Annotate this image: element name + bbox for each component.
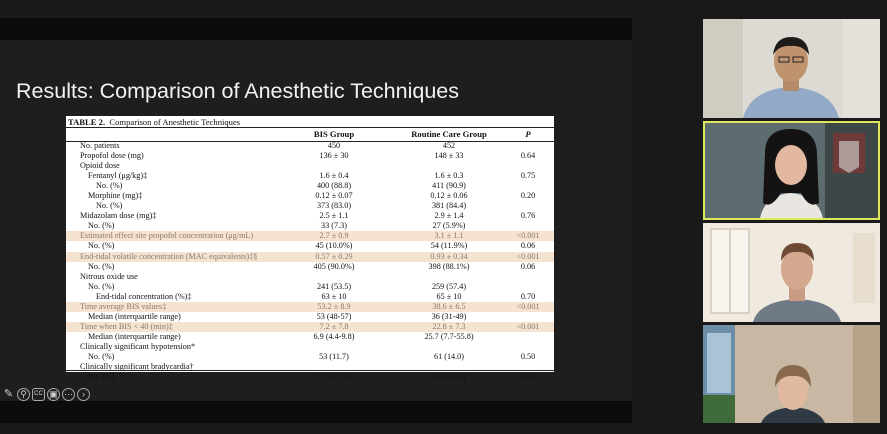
row-routine-care-value: 61 (14.0) — [433, 351, 464, 361]
participant-1-image — [703, 19, 880, 118]
table-row — [66, 231, 554, 241]
row-bis-value: 45 (10.0%) — [315, 241, 353, 251]
row-bis-value: 33 (7.3) — [321, 221, 347, 231]
row-p-value: 0.50 — [520, 351, 536, 361]
participant-video-1[interactable] — [703, 19, 880, 118]
row-routine-care-value: 1.6 ± 0.3 — [434, 171, 464, 181]
row-label: No. (%) — [88, 221, 115, 231]
row-p-value: 0.70 — [520, 291, 536, 301]
participant-2-image — [705, 123, 878, 218]
table-row — [66, 201, 554, 211]
row-routine-care-value: 2.9 ± 1.4 — [434, 211, 464, 221]
table-row — [66, 151, 554, 161]
row-p-value: <0.001 — [516, 231, 540, 241]
table-row — [66, 181, 554, 191]
row-routine-care-value: 54 (11.9%) — [430, 241, 468, 251]
row-bis-value: 0.12 ± 0.07 — [315, 191, 353, 201]
row-label: Nitrous oxide use — [80, 271, 138, 281]
row-label: Clinically significant hypotension* — [80, 341, 196, 351]
table-row — [66, 262, 554, 272]
presentation-toolbar — [2, 384, 90, 404]
table-row — [66, 322, 554, 332]
row-bis-value: 53 (48-57) — [316, 311, 352, 321]
row-p-value: <0.001 — [516, 321, 540, 331]
row-p-value: 0.75 — [520, 171, 536, 181]
header-routine-care-group: Routine Care Group — [411, 129, 487, 139]
row-label: Median (interquartile range) — [88, 311, 181, 321]
slide-bottom-bar — [0, 401, 632, 423]
row-bis-value: 6.9 (4.4-9.8) — [313, 331, 355, 341]
row-bis-value: 241 (53.5) — [316, 281, 352, 291]
row-label: End-tidal concentration (%)‡ — [96, 291, 192, 301]
next-slide-icon[interactable]: › — [77, 388, 90, 401]
row-p-value: 0.06 — [520, 261, 536, 271]
table-row — [66, 141, 554, 151]
table-row — [66, 241, 554, 251]
row-bis-value: 405 (90.0%) — [313, 261, 355, 271]
row-routine-care-value: 36 (31-49) — [431, 311, 467, 321]
row-bis-value: 136 ± 30 — [319, 151, 349, 161]
row-routine-care-value: 411 (90.9) — [432, 181, 466, 191]
table-row — [66, 312, 554, 322]
row-bis-value: 7.2 ± 7.8 — [319, 321, 349, 331]
header-p-value: P — [525, 129, 531, 139]
participant-3-image — [703, 223, 880, 322]
table-row — [66, 211, 554, 221]
row-p-value: <0.001 — [516, 301, 540, 311]
row-routine-care-value: 148 ± 33 — [434, 151, 464, 161]
row-label: Morphine (mg)‡ — [88, 191, 143, 201]
row-routine-care-value: 3.1 ± 1.1 — [434, 231, 464, 241]
row-p-value: 0.64 — [520, 151, 536, 161]
row-label: No. patients — [80, 141, 120, 150]
more-options-icon[interactable]: ⋯ — [64, 388, 73, 399]
row-label: No. (%) — [88, 372, 115, 382]
table-bottom-rule — [66, 370, 554, 371]
table-row — [66, 191, 554, 201]
presenter-view-icon[interactable]: ▣ — [47, 388, 60, 401]
participant-video-3[interactable] — [703, 223, 880, 322]
row-bis-value: 2.5 ± 1.1 — [319, 211, 349, 221]
table-caption-text: Comparison of Anesthetic Techniques — [109, 117, 241, 127]
table-row — [66, 161, 554, 171]
table-row — [66, 221, 554, 231]
row-routine-care-value: 25.7 (7.7-55.8) — [424, 331, 474, 341]
row-label: Midazolam dose (mg)‡ — [80, 211, 157, 221]
table-row — [66, 352, 554, 362]
row-label: Propofol dose (mg) — [80, 151, 144, 161]
participant-4-image — [703, 325, 880, 423]
row-label: No. (%) — [88, 281, 115, 291]
row-routine-care-value: 22.8 ± 7.3 — [432, 321, 466, 331]
row-label: Fentanyl (μg/kg)‡ — [88, 171, 148, 181]
table-row — [66, 302, 554, 312]
row-label: No. (%) — [88, 261, 115, 271]
table-row — [66, 332, 554, 342]
row-label: No. (%) — [88, 241, 115, 251]
row-label: No. (%) — [96, 181, 123, 191]
row-bis-value: 17 (3.7%) — [317, 372, 351, 382]
table-header-rule — [66, 141, 554, 142]
row-label: No. (%) — [96, 201, 123, 211]
row-p-value: 0.06 — [520, 241, 536, 251]
row-bis-value: 53 (11.7) — [319, 351, 349, 361]
table-row — [66, 252, 554, 262]
slide-title: Results: Comparison of Anesthetic Techniques — [16, 79, 459, 103]
row-label: Clinically significant bradycardia† — [80, 362, 194, 372]
row-bis-value: 53.2 ± 8.9 — [317, 301, 351, 311]
row-bis-value: 63 ± 10 — [321, 291, 347, 301]
row-routine-care-value: 27 (5.9%) — [432, 221, 466, 231]
row-label: Opioid dose — [80, 161, 120, 171]
results-table — [66, 116, 554, 382]
row-bis-value: 400 (88.8) — [316, 181, 352, 191]
row-label: Time when BIS < 40 (min)‡ — [80, 321, 173, 331]
row-p-value: 0.76 — [520, 211, 536, 221]
row-bis-value: 450 — [327, 141, 341, 150]
row-routine-care-value: 452 — [442, 141, 456, 150]
row-p-value: <0.001 — [516, 251, 540, 261]
table-header-row — [66, 128, 554, 141]
row-routine-care-value: 381 (84.4) — [431, 201, 467, 211]
slide-top-bar — [0, 18, 632, 40]
row-routine-care-value: 38.6 ± 6.5 — [432, 301, 466, 311]
row-label: End-tidal volatile concentration (MAC equivalents)‡§ — [80, 251, 258, 261]
row-p-value: 0.11 — [520, 372, 536, 382]
row-bis-value: 0.57 ± 0.29 — [315, 251, 353, 261]
row-routine-care-value: 20 (4.4%) — [432, 372, 466, 382]
table-row — [66, 171, 554, 181]
zoom-icon[interactable]: ⚲ — [17, 388, 30, 401]
table-caption-label: TABLE 2. — [68, 117, 106, 127]
table-row — [66, 272, 554, 282]
table-row — [66, 282, 554, 292]
captions-icon[interactable]: CC — [32, 388, 45, 401]
pen-icon[interactable]: ✎ — [3, 387, 14, 400]
row-bis-value: 2.7 ± 0.9 — [319, 231, 349, 241]
row-routine-care-value: 0.12 ± 0.06 — [430, 191, 468, 201]
row-routine-care-value: 259 (57.4) — [431, 281, 467, 291]
header-bis-group: BIS Group — [313, 129, 355, 139]
row-p-value: 0.20 — [520, 191, 536, 201]
table-body — [66, 128, 554, 382]
row-bis-value: 373 (83.0) — [316, 201, 352, 211]
row-label: No. (%) — [88, 351, 115, 361]
row-label: Time average BIS values‡ — [80, 301, 167, 311]
row-routine-care-value: 65 ± 10 — [436, 291, 462, 301]
row-routine-care-value: 0.93 ± 0.34 — [430, 251, 468, 261]
row-label: Median (interquartile range) — [88, 331, 181, 341]
participant-video-2-active-speaker[interactable] — [703, 121, 880, 220]
table-caption — [68, 117, 240, 127]
row-bis-value: 1.6 ± 0.4 — [319, 171, 349, 181]
participant-video-4[interactable] — [703, 325, 880, 423]
table-row — [66, 342, 554, 352]
table-row — [66, 292, 554, 302]
table-row — [66, 372, 554, 382]
row-label: Estimated effect site propofol concentration (μg/mL) — [80, 231, 254, 241]
row-routine-care-value: 398 (88.1%) — [428, 261, 470, 271]
